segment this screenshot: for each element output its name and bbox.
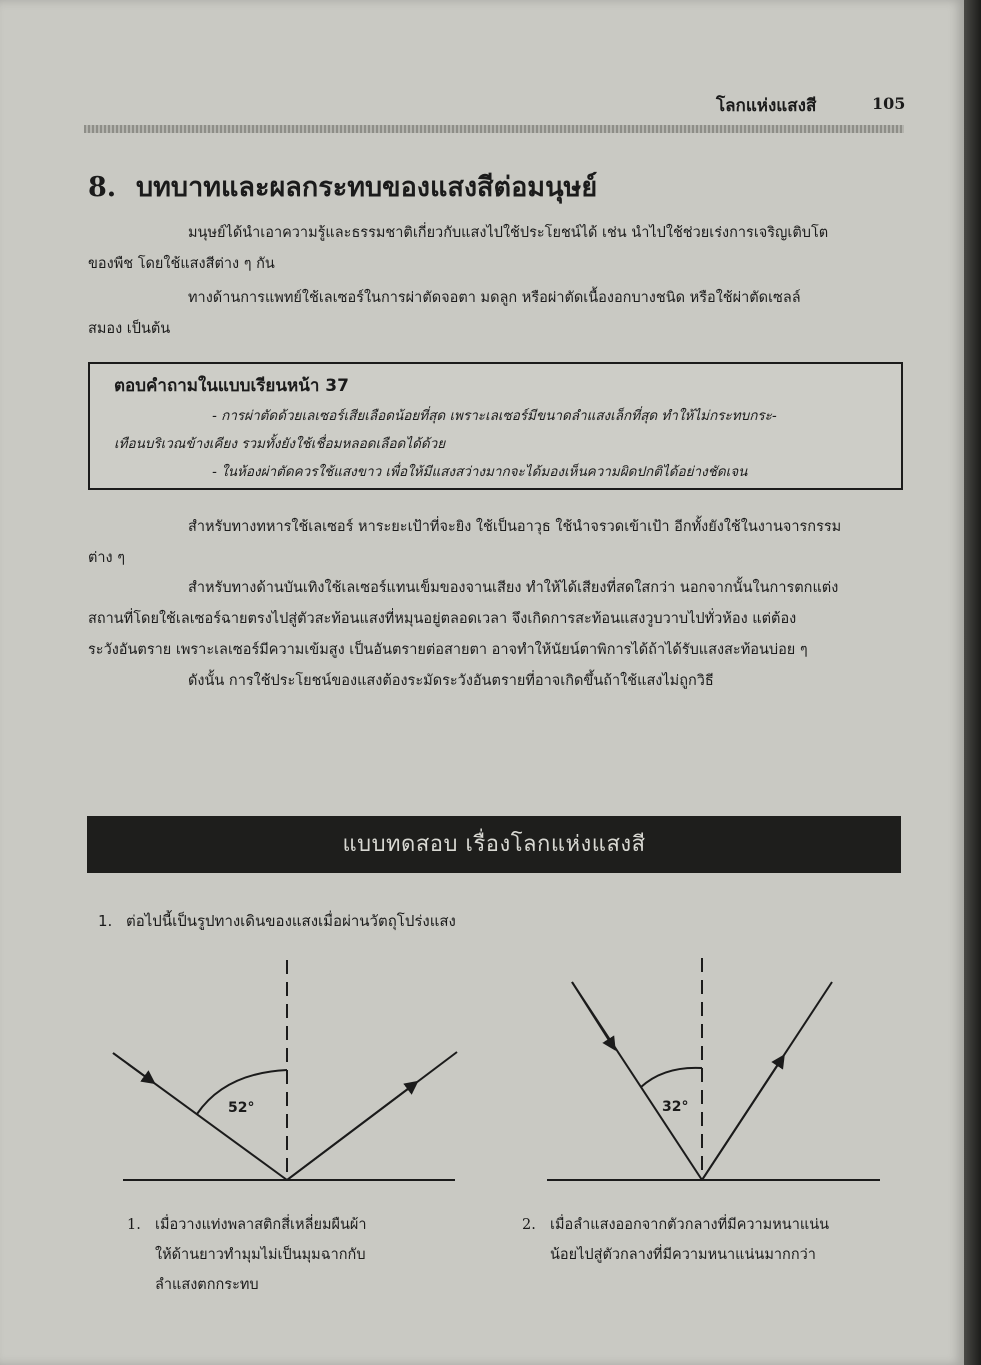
paragraph-line: ดังนั้น การใช้ประโยชน์ของแสงต้องระมัดระวังอันตรายที่อาจเกิดขึ้นถ้าใช้แสงไม่ถูกวิธี <box>188 673 714 689</box>
right-incident-arrow <box>572 982 612 1045</box>
answer-item-line: - ในห้องผ่าตัดควรใช้แสงขาว เพื่อให้มีแสงสว่างมากจะได้มองเห็นความผิดปกติได้อย่างชัดเจน <box>212 464 748 480</box>
answer-box-title: ตอบคำถามในแบบเรียนหน้า 37 <box>114 376 349 396</box>
paragraph-line: สถานที่โดยใช้เลเซอร์ฉายตรงไปสู่ตัวสะท้อนแสงที่หมุนอยู่ตลอดเวลา จึงเกิดการสะท้อนแสงวูบวาบไปทั่วห้อง แต่ต้อง <box>88 611 797 627</box>
paragraph-line: ต่าง ๆ <box>88 550 126 566</box>
answer-item-line: - การผ่าตัดด้วยเลเซอร์เสียเลือดน้อยที่สุด เพราะเลเซอร์มีขนาดลำแสงเล็กที่สุด ทำให้ไม่กระทบกระ- <box>212 408 777 424</box>
paragraph-line: สมอง เป็นต้น <box>88 321 171 337</box>
right-diagram <box>547 958 880 1180</box>
paragraph-line: ทางด้านการแพทย์ใช้เลเซอร์ในการผ่าตัดจอตา มดลูก หรือผ่าตัดเนื้องอกบางชนิด หรือใช้ผ่าตัดเซลล์ <box>188 290 801 306</box>
answer-item-line: เทือนบริเวณข้างเคียง รวมทั้งยังใช้เชื่อมหลอดเลือดได้ด้วย <box>114 436 446 452</box>
caption-line: เมื่อวางแท่งพลาสติกสี่เหลี่ยมผืนผ้า <box>155 1217 367 1233</box>
caption-2 <box>522 1210 830 1270</box>
left-incident-arrow <box>113 1053 150 1080</box>
page-number: 105 <box>872 94 906 113</box>
left-reflected-arrow <box>287 1085 413 1180</box>
paragraph-line: สำหรับทางทหารใช้เลเซอร์ หาระยะเป้าที่จะยิง ใช้เป็นอาวุธ ใช้นำจรวดเข้าเป้า อีกทั้งยังใช้ในงานจารกรรม <box>188 519 842 535</box>
page-edge-shadow <box>964 0 981 1365</box>
section-number: 8. <box>88 172 117 203</box>
paragraph-line: ของพืช โดยใช้แสงสีต่าง ๆ กัน <box>88 256 275 272</box>
caption-number: 2. <box>522 1217 536 1233</box>
question-text: ต่อไปนี้เป็นรูปทางเดินของแสงเมื่อผ่านวัตถุโปร่งแสง <box>126 912 456 930</box>
running-header-title: โลกแห่งแสงสี <box>716 96 817 116</box>
caption-line: ลำแสงตกกระทบ <box>155 1277 259 1293</box>
right-angle-label: 32° <box>662 1099 689 1115</box>
section-title: บทบาทและผลกระทบของแสงสีต่อมนุษย์ <box>136 172 598 203</box>
caption-line: ให้ด้านยาวทำมุมไม่เป็นมุมฉากกับ <box>155 1247 366 1263</box>
left-diagram <box>113 960 457 1180</box>
right-angle-arc <box>641 1068 702 1087</box>
test-banner: แบบทดสอบ เรื่องโลกแห่งแสงสี <box>87 816 901 873</box>
left-angle-label: 52° <box>228 1100 255 1116</box>
right-reflected-arrow <box>702 1060 781 1180</box>
paragraph-line: สำหรับทางด้านบันเทิงใช้เลเซอร์แทนเข็มของจานเสียง ทำให้ได้เสียงที่สดใสกว่า นอกจากนั้นในการตกแต่ง <box>188 580 839 596</box>
caption-number: 1. <box>127 1217 141 1233</box>
paragraph-line: มนุษย์ได้นำเอาความรู้และธรรมชาติเกี่ยวกับแสงไปใช้ประโยชน์ได้ เช่น นำไปใช้ช่วยเร่งการเจริญเติบโต <box>188 225 829 241</box>
caption-line: น้อยไปสู่ตัวกลางที่มีความหนาแน่นมากกว่า <box>550 1247 816 1263</box>
caption-1 <box>127 1210 367 1300</box>
paragraph-line: ระวังอันตราย เพราะเลเซอร์มีความเข้มสูง เป็นอันตรายต่อสายตา อาจทำให้นัยน์ตาพิการได้ถ้าได้รับแสงสะท้อนบ่อย ๆ <box>88 642 808 658</box>
question-number: 1. <box>98 912 113 930</box>
caption-line: เมื่อลำแสงออกจากตัวกลางที่มีความหนาแน่น <box>550 1217 830 1233</box>
